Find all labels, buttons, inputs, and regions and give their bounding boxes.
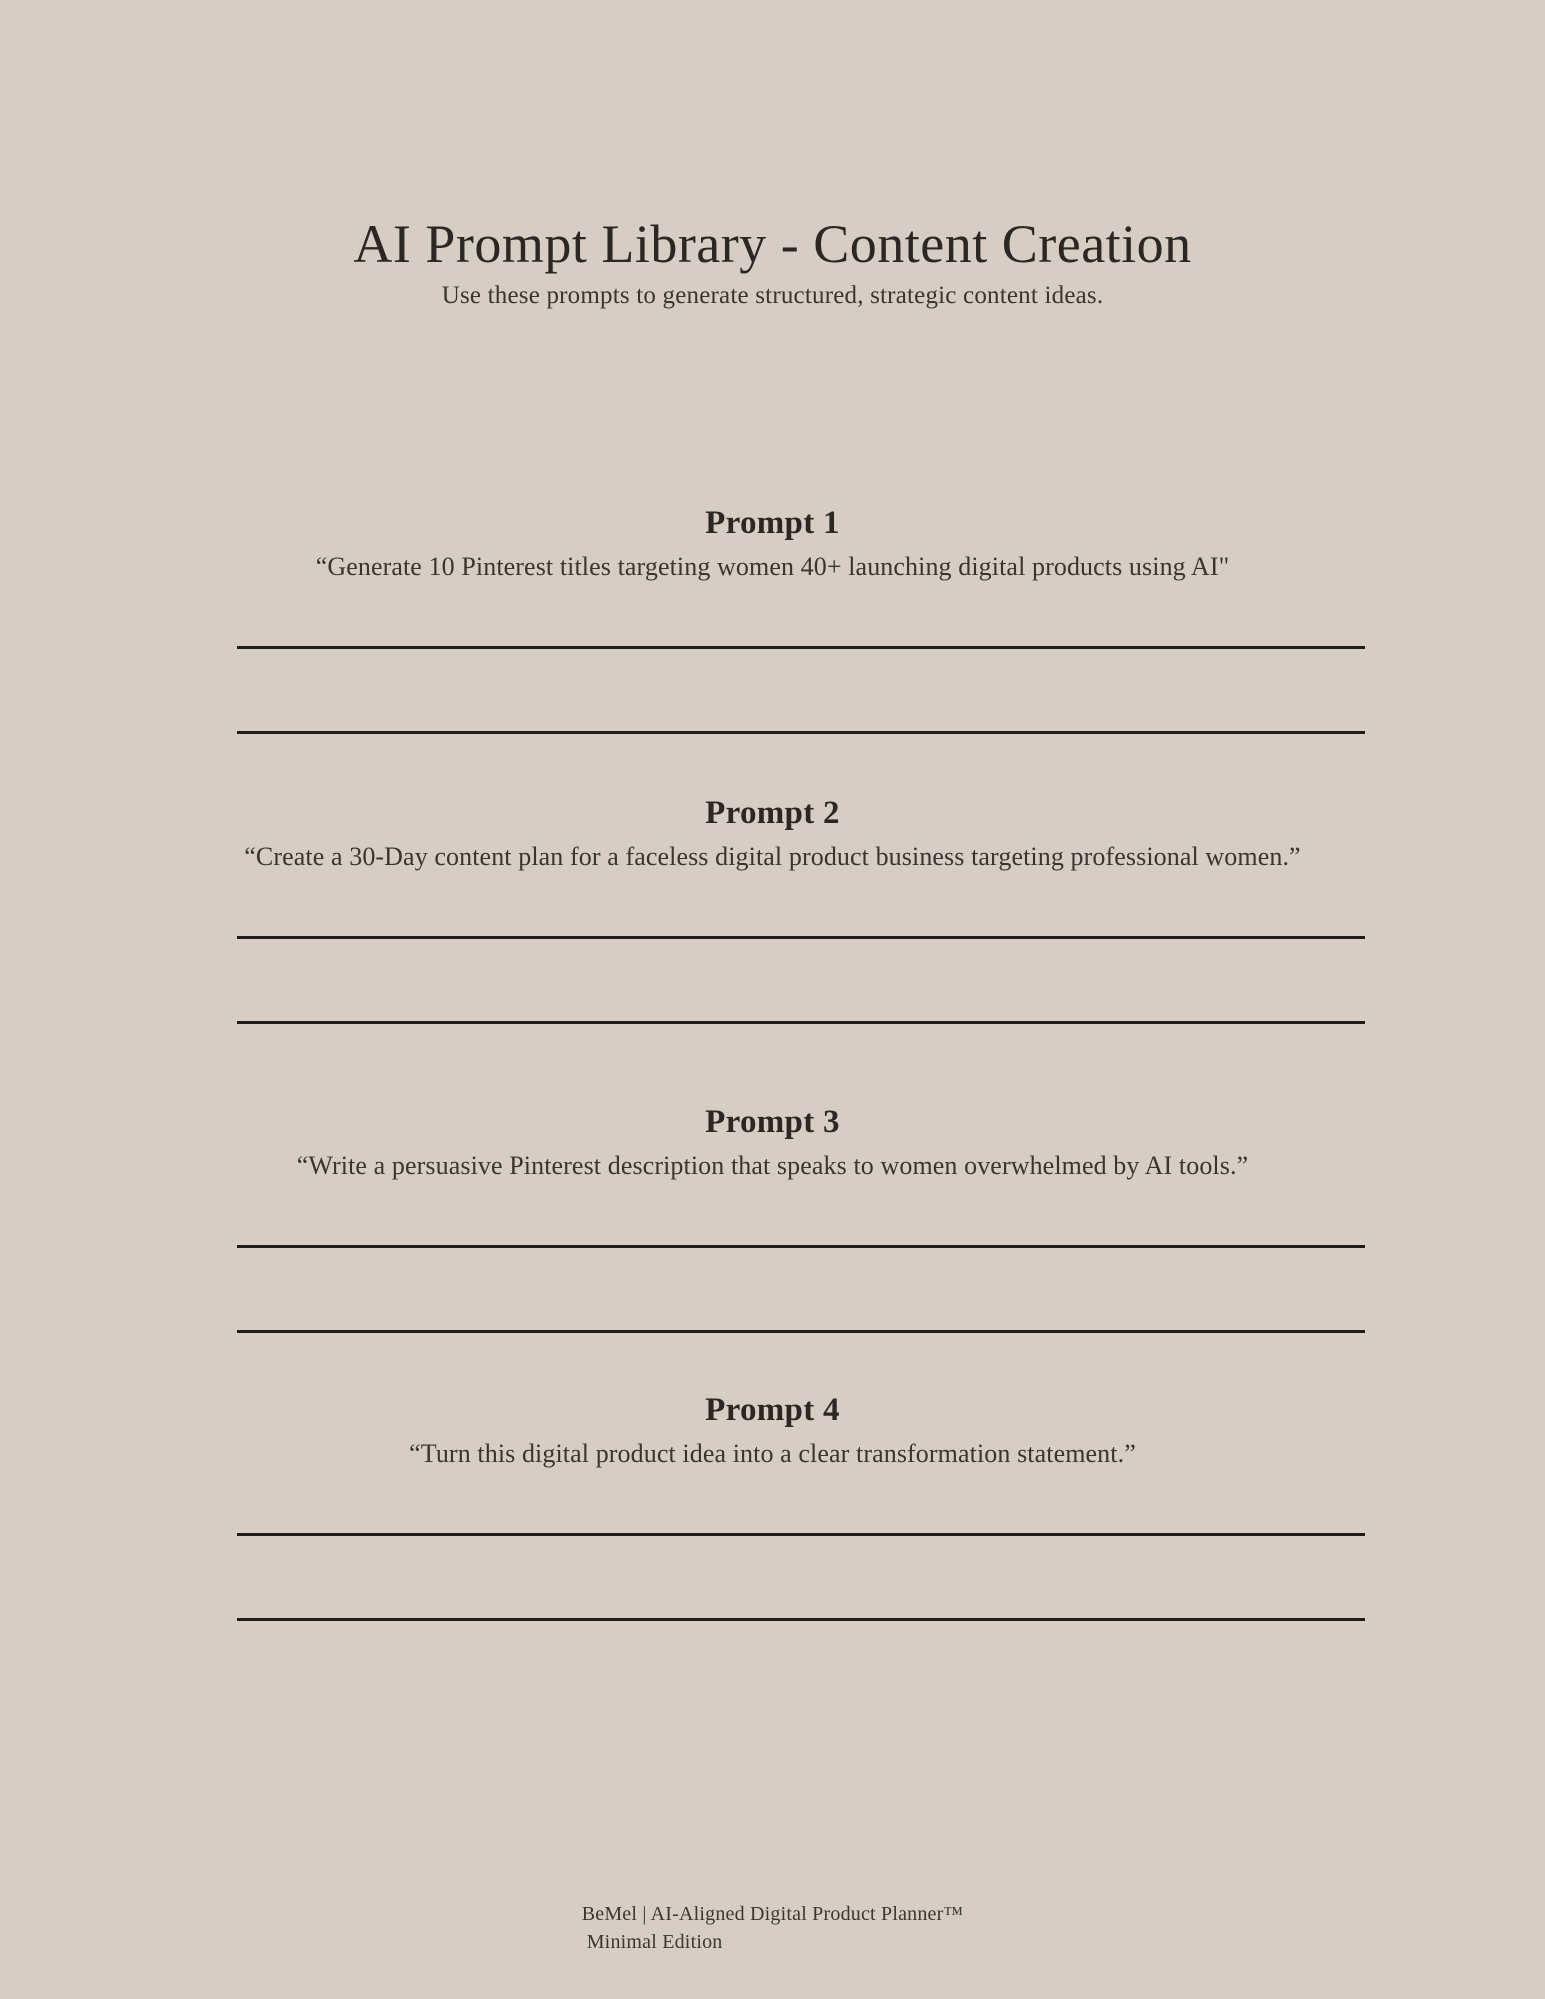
- answer-line: [237, 1533, 1365, 1536]
- prompt-text: “Generate 10 Pinterest titles targeting women 40+ launching digital products using AI": [315, 551, 1230, 581]
- page-title: AI Prompt Library - Content Creation: [353, 214, 1192, 274]
- footer-edition-line: Minimal Edition: [586, 1930, 723, 1953]
- page-header: [0, 213, 1545, 310]
- answer-line: [237, 1021, 1365, 1024]
- answer-line: [237, 1618, 1365, 1621]
- prompt-title: Prompt 3: [705, 1104, 840, 1140]
- prompt-text: “Write a persuasive Pinterest description that speaks to women overwhelmed by AI tools.”: [296, 1150, 1249, 1180]
- answer-line: [237, 731, 1365, 734]
- footer-text-block: [582, 1901, 964, 1956]
- prompt-text: “Create a 30-Day content plan for a faceless digital product business targeting professional women.”: [244, 841, 1301, 871]
- answer-line: [237, 936, 1365, 939]
- prompt-title: Prompt 1: [705, 505, 840, 541]
- answer-line: [237, 1245, 1365, 1248]
- page-subtitle: Use these prompts to generate structured, strategic content ideas.: [441, 282, 1104, 310]
- answer-line: [237, 1330, 1365, 1333]
- prompt-section: [0, 1103, 1545, 1353]
- prompt-title: Prompt 2: [705, 795, 840, 831]
- prompt-section: [0, 1391, 1545, 1641]
- page-footer: [0, 1901, 1545, 1956]
- footer-brand-line: BeMel | AI-Aligned Digital Product Planner™: [581, 1903, 964, 1925]
- prompt-section: [0, 794, 1545, 1044]
- prompt-section: [0, 504, 1545, 754]
- prompt-title: Prompt 4: [705, 1392, 840, 1428]
- answer-line: [237, 646, 1365, 649]
- prompt-text: “Turn this digital product idea into a clear transformation statement.”: [409, 1438, 1136, 1468]
